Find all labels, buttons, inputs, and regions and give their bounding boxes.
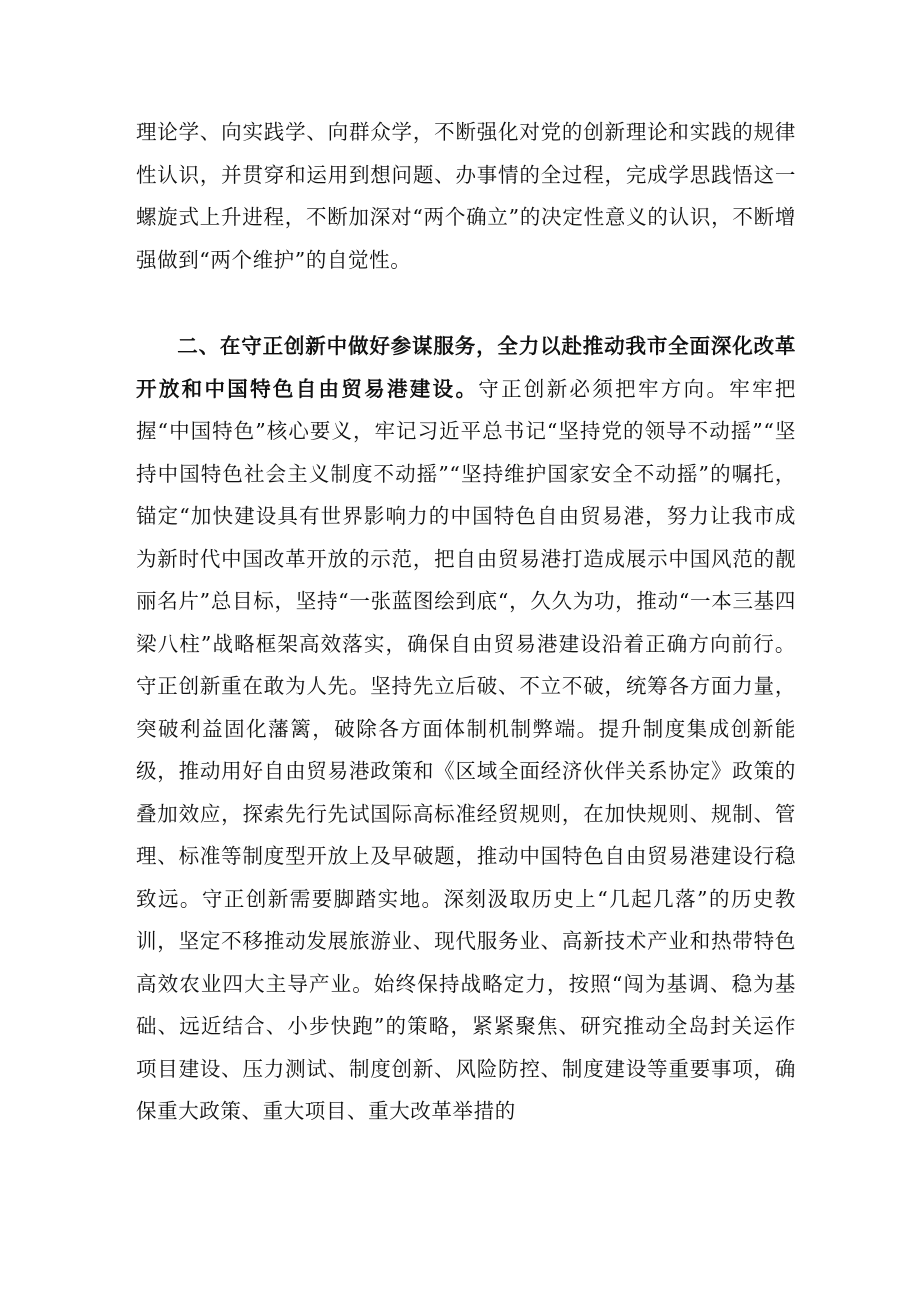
section-two-body: 守正创新必须把牢方向。牢牢把握“中国特色”核心要义，牢记习近平总书记“坚持党的领导不动摇”“坚持中国特色社会主义制度不动摇”“坚持维护国家安全不动摇”的嘱托，锚定“加快建设具有世界影响力的中国特色自由贸易港，努力让我市成为新时代中国改革开放的示范，把自由贸易港打造成展示中国风范的靓丽名片”总目标，坚持“一张蓝图绘到底“，久久为功，推动“一本三基四梁八柱”战略框架高效落实，确保自由贸易港建设沿着正确方向前行。守正创新重在敢为人先。坚持先立后破、不立不破，统筹各方面力量，突破利益固化藩篱，破除各方面体制机制弊端。提升制度集成创新能级，推动用好自由贸易港政策和《区域全面经济伙伴关系协定》政策的叠加效应，探索先行先试国际高标准经贸规则，在加快规则、规制、管理、标准等制度型开放上及早破题，推动中国特色自由贸易港建设行稳致远。守正创新需要脚踏实地。深刻汲取历史上“几起几落”的历史教训，坚定不移推动发展旅游业、现代服务业、高新技术产业和热带特色高效农业四大主导产业。始终保持战略定力，按照“闯为基调、稳为基础、远近结合、小步快跑”的策略，紧紧聚焦、研究推动全岛封关运作项目建设、压力测试、制度创新、风险防控、制度建设等重要事项，确保重大政策、重大项目、重大改革举措的 [136, 376, 796, 1123]
paragraph-1-text: 理论学、向实践学、向群众学，不断强化对党的创新理论和实践的规律性认识，并贯穿和运用到想问题、办事情的全过程，完成学思践悟这一螺旋式上升进程，不断加深对“两个确立”的决定性意义的认识，不断增强做到“两个维护”的自觉性。 [136, 120, 796, 272]
section-two-heading: 二、在守正创新中做好参谋服务，全力以赴推动我市全面深化改革开放和中国特色自由贸易港建设。 [136, 334, 796, 401]
paragraph-section-two [136, 325, 796, 1133]
paragraph-continued [136, 111, 796, 281]
